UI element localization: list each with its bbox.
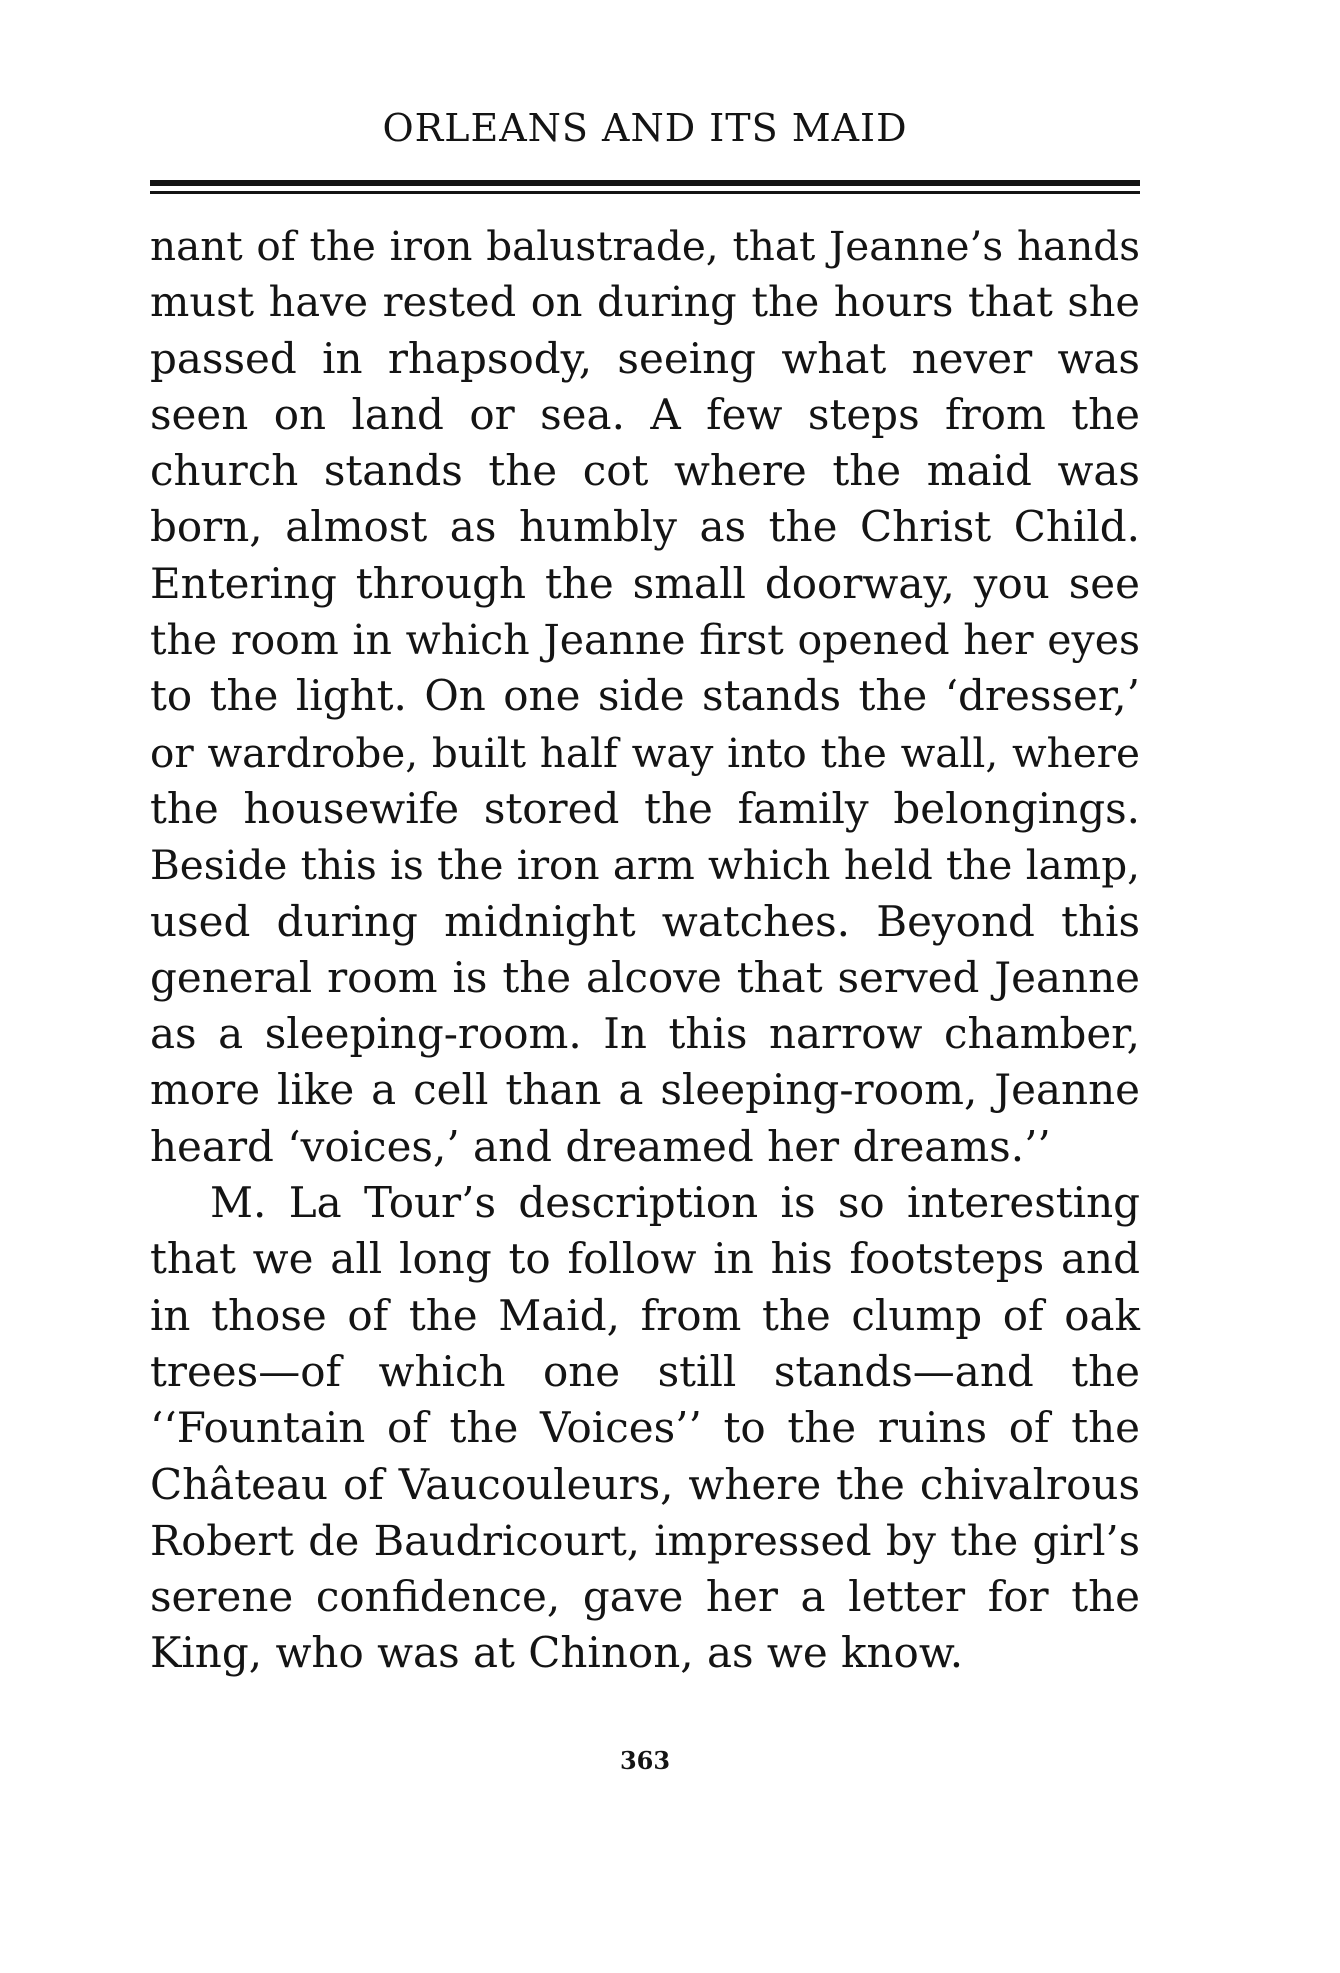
text-line: general room is the alcove that served Jeanne — [150, 952, 1140, 1002]
text-line: passed in rhapsody, seeing what never was — [150, 333, 1140, 383]
header-rule-thin — [150, 191, 1140, 194]
text-line: or wardrobe, built half way into the wall, where — [150, 728, 1140, 777]
text-line: Château of Vaucouleurs, where the chivalrous — [150, 1459, 1140, 1509]
text-line: the housewife stored the family belongings. — [150, 783, 1140, 833]
text-line: church stands the cot where the maid was — [150, 446, 1140, 496]
text-line: heard ‘voices,’ and dreamed her dreams.’’ — [150, 1121, 1051, 1171]
text-line: born, almost as humbly as the Christ Child. — [150, 502, 1140, 552]
text-line: nant of the iron balustrade, that Jeanne’s hands — [150, 222, 1140, 270]
body-text — [150, 218, 1140, 1682]
text-line: to the light. On one side stands the ‘dresser,’ — [150, 671, 1140, 721]
text-line: Entering through the small doorway, you see — [150, 558, 1140, 608]
text-line: in those of the Maid, from the clump of oak — [150, 1290, 1140, 1340]
text-line: Robert de Baudricourt, impressed by the girl’s — [150, 1515, 1140, 1565]
text-line: M. La Tour’s description is so interesting — [210, 1178, 1140, 1228]
text-line: seen on land or sea. A few steps from the — [150, 389, 1140, 439]
text-line: King, who was at Chinon, as we know. — [150, 1628, 964, 1678]
page-number: 363 — [619, 1746, 671, 1775]
text-line: trees—of which one still stands—and the — [150, 1346, 1140, 1396]
text-line: Beside this is the iron arm which held the lamp, — [150, 841, 1140, 890]
text-line: serene confidence, gave her a letter for the — [150, 1572, 1140, 1622]
text-line: must have rested on during the hours that she — [150, 277, 1140, 327]
paragraph-2 — [150, 1175, 1140, 1682]
book-page — [150, 0, 1140, 1973]
header-rule-thick — [150, 180, 1140, 186]
running-head: ORLEANS AND ITS MAID — [382, 106, 908, 150]
text-line: that we all long to follow in his footsteps and — [150, 1234, 1140, 1284]
paragraph-1 — [150, 218, 1140, 1175]
text-line: used during midnight watches. Beyond this — [150, 896, 1140, 946]
text-line: the room in which Jeanne first opened her eyes — [150, 616, 1140, 665]
text-line: more like a cell than a sleeping-room, Jeanne — [150, 1065, 1140, 1115]
text-line: as a sleeping-room. In this narrow chamber, — [150, 1009, 1140, 1059]
text-line: ‘‘Fountain of the Voices’’ to the ruins of the — [150, 1403, 1140, 1453]
